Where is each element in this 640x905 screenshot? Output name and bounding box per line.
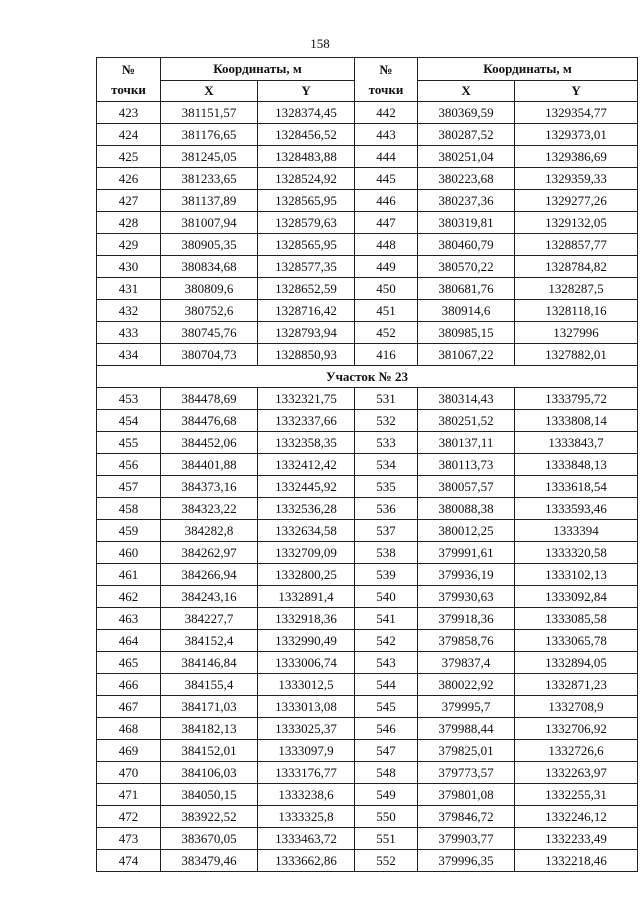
y-coordinate-left: 1333662,86 bbox=[258, 850, 355, 872]
y-coordinate-right: 1333092,84 bbox=[515, 586, 638, 608]
point-number-left: 425 bbox=[97, 146, 161, 168]
point-number-left: 469 bbox=[97, 740, 161, 762]
x-coordinate-right: 380914,6 bbox=[418, 300, 515, 322]
x-coordinate-left: 384243,16 bbox=[161, 586, 258, 608]
y-coordinate-right: 1332233,49 bbox=[515, 828, 638, 850]
point-number-right: 542 bbox=[355, 630, 418, 652]
y-coordinate-right: 1332726,6 bbox=[515, 740, 638, 762]
y-coordinate-left: 1332358,35 bbox=[258, 432, 355, 454]
x-coordinate-right: 379930,63 bbox=[418, 586, 515, 608]
y-coordinate-left: 1328793,94 bbox=[258, 322, 355, 344]
x-coordinate-left: 384478,69 bbox=[161, 388, 258, 410]
point-number-right: 450 bbox=[355, 278, 418, 300]
point-number-left: 434 bbox=[97, 344, 161, 366]
coordinates-table bbox=[96, 57, 638, 872]
point-number-left: 456 bbox=[97, 454, 161, 476]
table-row bbox=[97, 432, 638, 454]
x-coordinate-right: 379846,72 bbox=[418, 806, 515, 828]
x-coordinate-right: 380088,38 bbox=[418, 498, 515, 520]
x-coordinate-right: 380251,52 bbox=[418, 410, 515, 432]
x-coordinate-right: 379773,57 bbox=[418, 762, 515, 784]
point-number-left: 458 bbox=[97, 498, 161, 520]
x-coordinate-right: 379988,44 bbox=[418, 718, 515, 740]
x-coordinate-right: 380314,43 bbox=[418, 388, 515, 410]
table-row bbox=[97, 278, 638, 300]
table-row bbox=[97, 476, 638, 498]
table-row bbox=[97, 586, 638, 608]
y-coordinate-right: 1328784,82 bbox=[515, 256, 638, 278]
y-coordinate-right: 1333593,46 bbox=[515, 498, 638, 520]
x-coordinate-right: 379903,77 bbox=[418, 828, 515, 850]
y-coordinate-right: 1332871,23 bbox=[515, 674, 638, 696]
x-coordinate-right: 379858,76 bbox=[418, 630, 515, 652]
y-coordinate-left: 1333097,9 bbox=[258, 740, 355, 762]
x-coordinate-left: 381007,94 bbox=[161, 212, 258, 234]
point-number-left: 424 bbox=[97, 124, 161, 146]
point-number-right: 545 bbox=[355, 696, 418, 718]
y-coordinate-left: 1333463,72 bbox=[258, 828, 355, 850]
y-coordinate-right: 1333848,13 bbox=[515, 454, 638, 476]
y-coordinate-left: 1333006,74 bbox=[258, 652, 355, 674]
x-coordinate-left: 384155,4 bbox=[161, 674, 258, 696]
y-coordinate-left: 1332709,09 bbox=[258, 542, 355, 564]
x-header-right: X bbox=[418, 81, 515, 102]
section-row bbox=[97, 366, 638, 388]
y-coordinate-right: 1333065,78 bbox=[515, 630, 638, 652]
y-coordinate-right: 1328118,16 bbox=[515, 300, 638, 322]
y-coordinate-left: 1332412,42 bbox=[258, 454, 355, 476]
x-coordinate-right: 379995,7 bbox=[418, 696, 515, 718]
point-number-right: 448 bbox=[355, 234, 418, 256]
x-coordinate-right: 379801,08 bbox=[418, 784, 515, 806]
point-number-left: 432 bbox=[97, 300, 161, 322]
point-number-left: 467 bbox=[97, 696, 161, 718]
y-coordinate-right: 1333808,14 bbox=[515, 410, 638, 432]
y-coordinate-left: 1332990,49 bbox=[258, 630, 355, 652]
point-number-right: 549 bbox=[355, 784, 418, 806]
point-label: точки bbox=[368, 81, 404, 97]
x-coordinate-right: 380369,59 bbox=[418, 102, 515, 124]
point-number-right: 535 bbox=[355, 476, 418, 498]
point-number-right: 548 bbox=[355, 762, 418, 784]
x-coordinate-left: 384323,22 bbox=[161, 498, 258, 520]
y-coordinate-right: 1327882,01 bbox=[515, 344, 638, 366]
y-coordinate-left: 1333176,77 bbox=[258, 762, 355, 784]
point-number-left: 453 bbox=[97, 388, 161, 410]
point-number-left: 433 bbox=[97, 322, 161, 344]
x-coordinate-left: 381176,65 bbox=[161, 124, 258, 146]
y-coordinate-left: 1328652,59 bbox=[258, 278, 355, 300]
x-coordinate-left: 380809,6 bbox=[161, 278, 258, 300]
point-number-right: 538 bbox=[355, 542, 418, 564]
point-number-right: 540 bbox=[355, 586, 418, 608]
point-number-left: 455 bbox=[97, 432, 161, 454]
y-coordinate-left: 1332634,58 bbox=[258, 520, 355, 542]
point-number-right: 533 bbox=[355, 432, 418, 454]
x-coordinate-left: 384146,84 bbox=[161, 652, 258, 674]
y-coordinate-right: 1332708,9 bbox=[515, 696, 638, 718]
point-number-right: 532 bbox=[355, 410, 418, 432]
x-coordinate-left: 384182,13 bbox=[161, 718, 258, 740]
table-row bbox=[97, 674, 638, 696]
x-coordinate-right: 380570,22 bbox=[418, 256, 515, 278]
y-coordinate-right: 1328287,5 bbox=[515, 278, 638, 300]
point-number-right: 451 bbox=[355, 300, 418, 322]
x-coordinate-left: 384266,94 bbox=[161, 564, 258, 586]
table-row bbox=[97, 806, 638, 828]
point-number-left: 423 bbox=[97, 102, 161, 124]
table-row bbox=[97, 190, 638, 212]
x-coordinate-left: 383670,05 bbox=[161, 828, 258, 850]
x-coordinate-right: 380113,73 bbox=[418, 454, 515, 476]
point-number-left: 429 bbox=[97, 234, 161, 256]
point-number-right: 444 bbox=[355, 146, 418, 168]
table-row bbox=[97, 344, 638, 366]
x-coordinate-left: 381245,05 bbox=[161, 146, 258, 168]
point-number-right: 537 bbox=[355, 520, 418, 542]
point-number-right: 416 bbox=[355, 344, 418, 366]
y-coordinate-left: 1328716,42 bbox=[258, 300, 355, 322]
table-row bbox=[97, 454, 638, 476]
x-coordinate-right: 380319,81 bbox=[418, 212, 515, 234]
point-number-right: 452 bbox=[355, 322, 418, 344]
number-sign: № bbox=[379, 61, 393, 77]
x-coordinate-left: 384171,03 bbox=[161, 696, 258, 718]
y-coordinate-left: 1333025,37 bbox=[258, 718, 355, 740]
section-title: Участок № 23 bbox=[97, 366, 638, 388]
point-number-left: 472 bbox=[97, 806, 161, 828]
y-coordinate-right: 1332894,05 bbox=[515, 652, 638, 674]
point-number-left: 459 bbox=[97, 520, 161, 542]
x-coordinate-left: 380704,73 bbox=[161, 344, 258, 366]
point-number-left: 454 bbox=[97, 410, 161, 432]
point-number-left: 466 bbox=[97, 674, 161, 696]
y-coordinate-right: 1332263,97 bbox=[515, 762, 638, 784]
point-number-right: 445 bbox=[355, 168, 418, 190]
table-row bbox=[97, 322, 638, 344]
y-coordinate-right: 1332246,12 bbox=[515, 806, 638, 828]
table-body-block1 bbox=[97, 102, 638, 366]
table-row bbox=[97, 146, 638, 168]
y-coordinate-left: 1328483,88 bbox=[258, 146, 355, 168]
table-row bbox=[97, 740, 638, 762]
y-coordinate-right: 1333795,72 bbox=[515, 388, 638, 410]
x-header-left: X bbox=[161, 81, 258, 102]
x-coordinate-left: 383479,46 bbox=[161, 850, 258, 872]
point-number-right: 531 bbox=[355, 388, 418, 410]
point-number-left: 473 bbox=[97, 828, 161, 850]
x-coordinate-left: 380752,6 bbox=[161, 300, 258, 322]
table-row bbox=[97, 784, 638, 806]
table-row bbox=[97, 542, 638, 564]
point-number-left: 463 bbox=[97, 608, 161, 630]
point-label: точки bbox=[111, 81, 146, 97]
x-coordinate-left: 384262,97 bbox=[161, 542, 258, 564]
y-coordinate-left: 1328456,52 bbox=[258, 124, 355, 146]
y-coordinate-right: 1329386,69 bbox=[515, 146, 638, 168]
y-coordinate-right: 1327996 bbox=[515, 322, 638, 344]
y-coordinate-left: 1328565,95 bbox=[258, 234, 355, 256]
table-row bbox=[97, 168, 638, 190]
y-coordinate-right: 1328857,77 bbox=[515, 234, 638, 256]
point-number-right: 442 bbox=[355, 102, 418, 124]
x-coordinate-left: 384282,8 bbox=[161, 520, 258, 542]
table-row bbox=[97, 520, 638, 542]
table-row bbox=[97, 828, 638, 850]
table-row bbox=[97, 410, 638, 432]
x-coordinate-left: 384152,01 bbox=[161, 740, 258, 762]
y-coordinate-left: 1328565,95 bbox=[258, 190, 355, 212]
table-row bbox=[97, 608, 638, 630]
y-coordinate-right: 1329373,01 bbox=[515, 124, 638, 146]
point-number-left: 428 bbox=[97, 212, 161, 234]
y-header-right: Y bbox=[515, 81, 638, 102]
y-coordinate-left: 1332536,28 bbox=[258, 498, 355, 520]
page-number: 158 bbox=[310, 36, 330, 51]
number-sign: № bbox=[121, 61, 136, 77]
y-coordinate-right: 1333843,7 bbox=[515, 432, 638, 454]
x-coordinate-right: 380137,11 bbox=[418, 432, 515, 454]
x-coordinate-left: 380745,76 bbox=[161, 322, 258, 344]
x-coordinate-right: 380460,79 bbox=[418, 234, 515, 256]
table-row bbox=[97, 256, 638, 278]
y-header-left: Y bbox=[258, 81, 355, 102]
table-row bbox=[97, 212, 638, 234]
x-coordinate-right: 379825,01 bbox=[418, 740, 515, 762]
point-number-right: 543 bbox=[355, 652, 418, 674]
point-number-left: 426 bbox=[97, 168, 161, 190]
x-coordinate-left: 384227,7 bbox=[161, 608, 258, 630]
point-number-right: 449 bbox=[355, 256, 418, 278]
x-coordinate-left: 381151,57 bbox=[161, 102, 258, 124]
x-coordinate-right: 381067,22 bbox=[418, 344, 515, 366]
y-coordinate-left: 1332918,36 bbox=[258, 608, 355, 630]
table-row bbox=[97, 762, 638, 784]
x-coordinate-right: 380287,52 bbox=[418, 124, 515, 146]
y-coordinate-left: 1332445,92 bbox=[258, 476, 355, 498]
x-coordinate-left: 381137,89 bbox=[161, 190, 258, 212]
table-row bbox=[97, 498, 638, 520]
x-coordinate-right: 380237,36 bbox=[418, 190, 515, 212]
x-coordinate-right: 380223,68 bbox=[418, 168, 515, 190]
x-coordinate-left: 384373,16 bbox=[161, 476, 258, 498]
table-row bbox=[97, 300, 638, 322]
point-number-right: 536 bbox=[355, 498, 418, 520]
x-coordinate-left: 384152,4 bbox=[161, 630, 258, 652]
point-number-right: 552 bbox=[355, 850, 418, 872]
point-number-header-left bbox=[97, 58, 161, 102]
x-coordinate-right: 379991,61 bbox=[418, 542, 515, 564]
x-coordinate-left: 380905,35 bbox=[161, 234, 258, 256]
y-coordinate-right: 1333320,58 bbox=[515, 542, 638, 564]
table-row bbox=[97, 388, 638, 410]
x-coordinate-left: 384050,15 bbox=[161, 784, 258, 806]
y-coordinate-right: 1333394 bbox=[515, 520, 638, 542]
point-number-left: 468 bbox=[97, 718, 161, 740]
point-number-right: 547 bbox=[355, 740, 418, 762]
x-coordinate-left: 383922,52 bbox=[161, 806, 258, 828]
table-row bbox=[97, 630, 638, 652]
x-coordinate-right: 380022,92 bbox=[418, 674, 515, 696]
point-number-right: 550 bbox=[355, 806, 418, 828]
point-number-left: 427 bbox=[97, 190, 161, 212]
point-number-right: 544 bbox=[355, 674, 418, 696]
point-number-right: 443 bbox=[355, 124, 418, 146]
point-number-left: 464 bbox=[97, 630, 161, 652]
point-number-right: 446 bbox=[355, 190, 418, 212]
x-coordinate-right: 380251,04 bbox=[418, 146, 515, 168]
y-coordinate-right: 1332218,46 bbox=[515, 850, 638, 872]
x-coordinate-right: 379837,4 bbox=[418, 652, 515, 674]
table-row bbox=[97, 850, 638, 872]
y-coordinate-left: 1333012,5 bbox=[258, 674, 355, 696]
point-number-right: 447 bbox=[355, 212, 418, 234]
point-number-left: 430 bbox=[97, 256, 161, 278]
point-number-left: 457 bbox=[97, 476, 161, 498]
y-coordinate-left: 1333325,8 bbox=[258, 806, 355, 828]
x-coordinate-right: 380057,57 bbox=[418, 476, 515, 498]
y-coordinate-left: 1328524,92 bbox=[258, 168, 355, 190]
y-coordinate-left: 1333238,6 bbox=[258, 784, 355, 806]
point-number-left: 462 bbox=[97, 586, 161, 608]
point-number-right: 539 bbox=[355, 564, 418, 586]
point-number-right: 534 bbox=[355, 454, 418, 476]
y-coordinate-right: 1333102,13 bbox=[515, 564, 638, 586]
point-number-header-right bbox=[355, 58, 418, 102]
y-coordinate-left: 1332337,66 bbox=[258, 410, 355, 432]
point-number-left: 474 bbox=[97, 850, 161, 872]
y-coordinate-left: 1332321,75 bbox=[258, 388, 355, 410]
x-coordinate-left: 384106,03 bbox=[161, 762, 258, 784]
table-row bbox=[97, 124, 638, 146]
y-coordinate-right: 1332255,31 bbox=[515, 784, 638, 806]
x-coordinate-left: 384452,06 bbox=[161, 432, 258, 454]
y-coordinate-left: 1332800,25 bbox=[258, 564, 355, 586]
y-coordinate-right: 1332706,92 bbox=[515, 718, 638, 740]
x-coordinate-left: 384401,88 bbox=[161, 454, 258, 476]
y-coordinate-left: 1328577,35 bbox=[258, 256, 355, 278]
x-coordinate-right: 380681,76 bbox=[418, 278, 515, 300]
point-number-right: 546 bbox=[355, 718, 418, 740]
x-coordinate-right: 380985,15 bbox=[418, 322, 515, 344]
y-coordinate-right: 1329132,05 bbox=[515, 212, 638, 234]
table-row bbox=[97, 718, 638, 740]
x-coordinate-left: 380834,68 bbox=[161, 256, 258, 278]
coordinates-header-right: Координаты, м bbox=[418, 58, 638, 81]
point-number-right: 551 bbox=[355, 828, 418, 850]
y-coordinate-left: 1328850,93 bbox=[258, 344, 355, 366]
coordinates-header-left: Координаты, м bbox=[161, 58, 355, 81]
y-coordinate-right: 1329354,77 bbox=[515, 102, 638, 124]
x-coordinate-left: 381233,65 bbox=[161, 168, 258, 190]
x-coordinate-right: 379996,35 bbox=[418, 850, 515, 872]
y-coordinate-right: 1329359,33 bbox=[515, 168, 638, 190]
x-coordinate-left: 384476,68 bbox=[161, 410, 258, 432]
point-number-left: 471 bbox=[97, 784, 161, 806]
y-coordinate-left: 1328374,45 bbox=[258, 102, 355, 124]
table-row bbox=[97, 696, 638, 718]
point-number-right: 541 bbox=[355, 608, 418, 630]
y-coordinate-left: 1333013,08 bbox=[258, 696, 355, 718]
y-coordinate-right: 1333618,54 bbox=[515, 476, 638, 498]
y-coordinate-right: 1333085,58 bbox=[515, 608, 638, 630]
point-number-left: 431 bbox=[97, 278, 161, 300]
x-coordinate-right: 380012,25 bbox=[418, 520, 515, 542]
table-row bbox=[97, 564, 638, 586]
y-coordinate-left: 1332891,4 bbox=[258, 586, 355, 608]
point-number-left: 465 bbox=[97, 652, 161, 674]
y-coordinate-left: 1328579,63 bbox=[258, 212, 355, 234]
table-body-block2 bbox=[97, 388, 638, 872]
point-number-left: 461 bbox=[97, 564, 161, 586]
x-coordinate-right: 379918,36 bbox=[418, 608, 515, 630]
point-number-left: 470 bbox=[97, 762, 161, 784]
table-row bbox=[97, 234, 638, 256]
point-number-left: 460 bbox=[97, 542, 161, 564]
y-coordinate-right: 1329277,26 bbox=[515, 190, 638, 212]
x-coordinate-right: 379936,19 bbox=[418, 564, 515, 586]
table-row bbox=[97, 102, 638, 124]
table-row bbox=[97, 652, 638, 674]
